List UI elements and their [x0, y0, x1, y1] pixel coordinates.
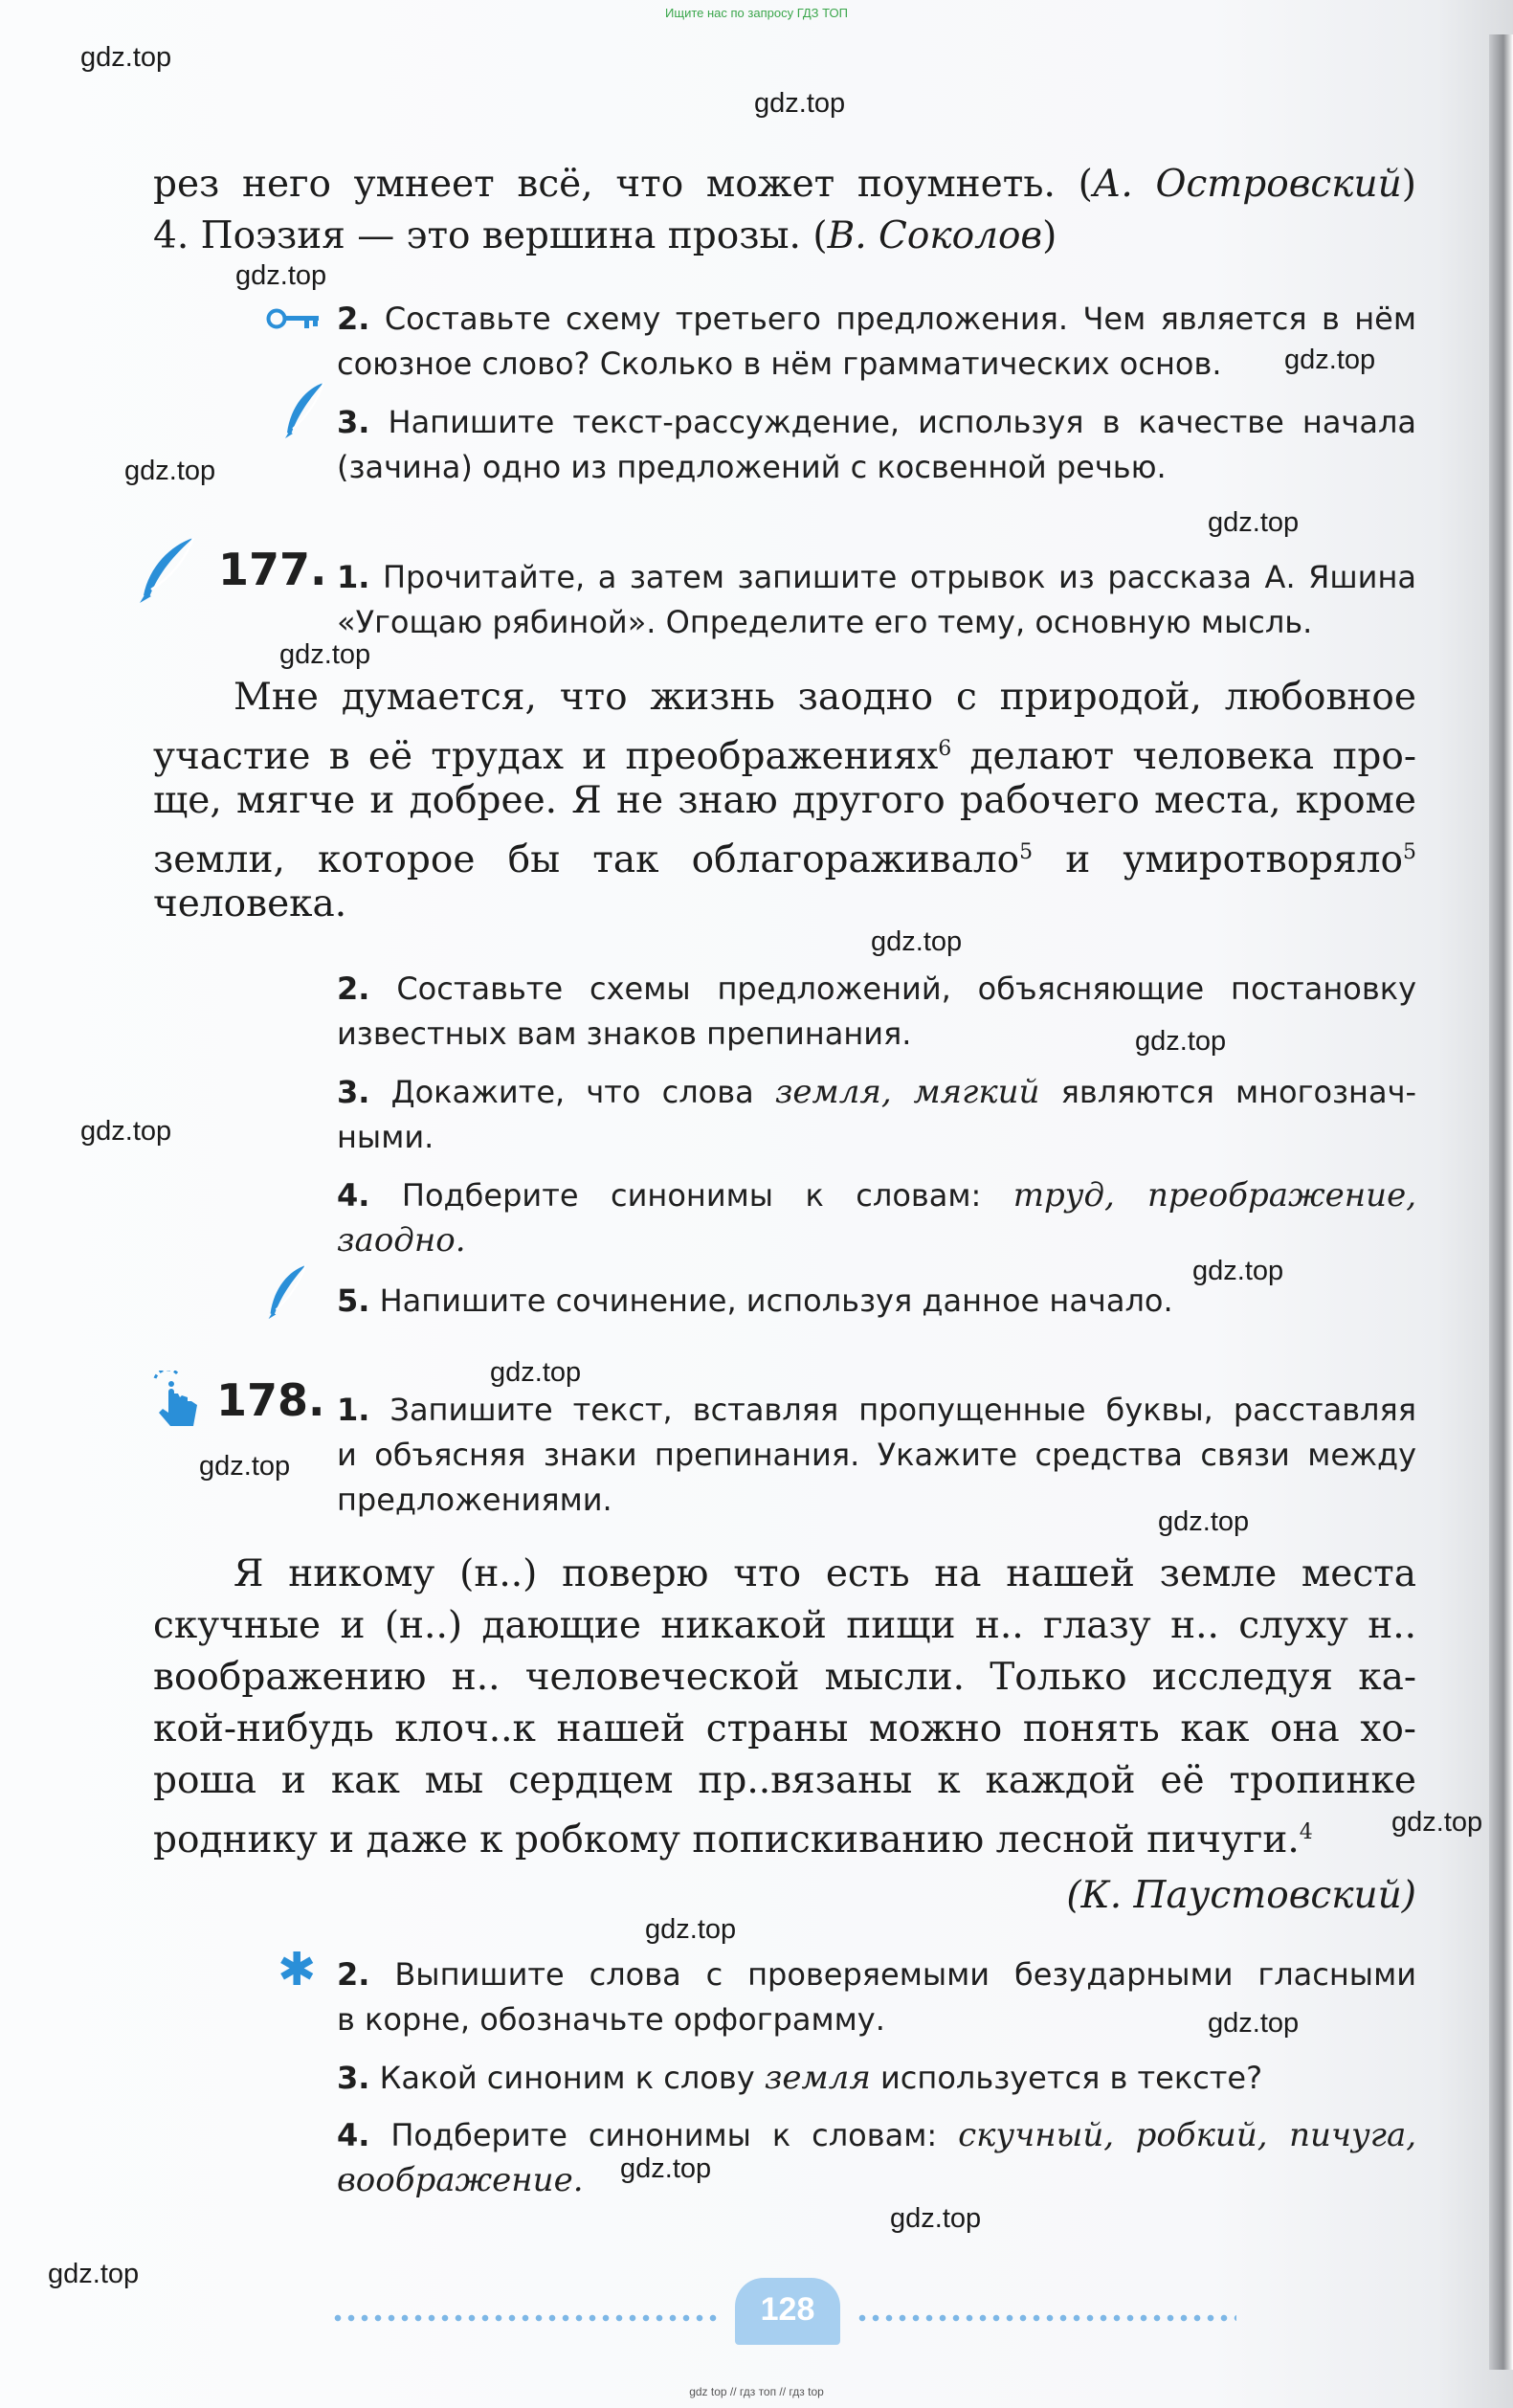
task-2-text: 2. Составьте схемы предложений, объясняющие постановку	[337, 970, 1417, 1007]
task-4-text: 4. Подберите синонимы к словам: скучный, робкий, пичуга,	[337, 2116, 1417, 2154]
top-banner: Ищите нас по запросу ГДЗ ТОП	[665, 6, 848, 20]
page-divider-dots	[856, 2314, 1236, 2322]
watermark: gdz.top	[199, 1451, 291, 1482]
task-1-text: 1. Прочитайте, а затем запишите отрывок из рассказа А. Яшина	[337, 559, 1417, 595]
task-2-text: 2. Составьте схему третьего предложения. Чем является в нём	[337, 301, 1417, 337]
text-line: земли, которое бы так облагораживало$^5$ и умиротворяло$^5$	[153, 838, 1416, 881]
page-number: 128	[735, 2278, 840, 2345]
page-edge-shadow	[1489, 34, 1513, 2370]
key-icon	[266, 304, 322, 333]
touch-hand-icon	[149, 1371, 203, 1428]
task-1-text: и объясняя знаки препинания. Укажите средства связи между	[337, 1437, 1416, 1473]
watermark: gdz.top	[1208, 507, 1300, 538]
task-3-text: 3. Напишите текст-рассуждение, используя в качестве начала	[337, 404, 1417, 440]
watermark: gdz.top	[490, 1357, 582, 1388]
text-line: воображению н.. человеческой мысли. Только исследуя ка-	[153, 1656, 1416, 1699]
text-line: участие в её трудах и преображениях$^6$ делают человека про-	[153, 735, 1416, 778]
watermark: gdz.top	[1208, 2008, 1300, 2039]
task-5-text: 5. Напишите сочинение, используя данное начало.	[337, 1282, 1173, 1319]
watermark: gdz.top	[1135, 1026, 1227, 1057]
task-3-text: (зачина) одно из предложений с косвенной речью.	[337, 449, 1167, 485]
watermark: gdz.top	[1192, 1256, 1284, 1286]
task-4-text: заодно.	[337, 1221, 466, 1260]
watermark: gdz.top	[279, 639, 371, 670]
text-line: ще, мягче и добрее. Я не знаю другого рабочего места, кроме	[153, 779, 1416, 822]
watermark: gdz.top	[80, 1116, 172, 1147]
watermark: gdz.top	[754, 88, 846, 119]
watermark: gdz.top	[48, 2259, 140, 2289]
quill-pen-icon	[281, 381, 325, 444]
task-2-text: союзное слово? Сколько в нём грамматических основ.	[337, 346, 1222, 382]
quill-pen-icon	[264, 1263, 308, 1325]
watermark: gdz.top	[235, 260, 327, 291]
text-line: 4. Поэзия — это вершина прозы. (В. Соколов)	[153, 214, 1057, 257]
task-3-text: 3. Докажите, что слова земля, мягкий являются многознач-	[337, 1073, 1417, 1111]
text-line: роша и как мы сердцем пр..вязаны к каждой её тропинке	[153, 1759, 1416, 1802]
watermark: gdz.top	[645, 1914, 737, 1945]
task-1-text: 1. Запишите текст, вставляя пропущенные буквы, расставляя	[337, 1392, 1417, 1428]
task-3-text: ными.	[337, 1119, 434, 1155]
task-2-text: известных вам знаков препинания.	[337, 1015, 912, 1052]
watermark: gdz.top	[1391, 1807, 1483, 1838]
watermark: gdz.top	[1284, 345, 1376, 375]
watermark: gdz.top	[80, 42, 172, 73]
text-line: Я никому (н..) поверю что есть на нашей земле места	[234, 1552, 1416, 1595]
watermark: gdz.top	[890, 2203, 982, 2234]
text-line: кой-нибудь клоч..к нашей страны можно понять как она хо-	[153, 1707, 1416, 1750]
text-line: роднику и даже к робкому попискиванию лесной пичуги.$^4$	[153, 1818, 1313, 1862]
task-3-text: 3. Какой синоним к слову земля используется в тексте?	[337, 2059, 1263, 2097]
watermark: gdz.top	[1158, 1506, 1250, 1537]
text-line: рез него умнеет всё, что может поумнеть. (А. Островский)	[153, 163, 1417, 206]
author-attribution: (К. Паустовский)	[1066, 1874, 1416, 1917]
task-2-text: 2. Выпишите слова с проверяемыми безударными гласными	[337, 1956, 1417, 1993]
task-2-text: в корне, обозначьте орфограмму.	[337, 2001, 885, 2038]
watermark: gdz.top	[871, 926, 963, 957]
exercise-number: 177.	[218, 544, 327, 595]
footer-text: gdz top // гдз топ // гдз top	[689, 2385, 824, 2398]
text-line: Мне думается, что жизнь заодно с природой, любовное	[234, 676, 1416, 719]
watermark: gdz.top	[124, 456, 216, 486]
text-line: человека.	[153, 882, 347, 925]
task-4-text: воображение.	[337, 2161, 584, 2199]
page-divider-dots	[331, 2314, 720, 2322]
exercise-number: 178.	[216, 1374, 325, 1426]
task-1-text: предложениями.	[337, 1482, 612, 1518]
asterisk-icon: ✱	[278, 1943, 317, 1996]
task-4-text: 4. Подберите синонимы к словам: труд, преображение,	[337, 1176, 1417, 1215]
watermark: gdz.top	[620, 2153, 712, 2184]
text-line: скучные и (н..) дающие никакой пищи н.. глазу н.. слуху н..	[153, 1604, 1416, 1647]
task-1-text: «Угощаю рябиной». Определите его тему, основную мысль.	[337, 604, 1313, 640]
quill-pen-icon	[136, 536, 197, 605]
